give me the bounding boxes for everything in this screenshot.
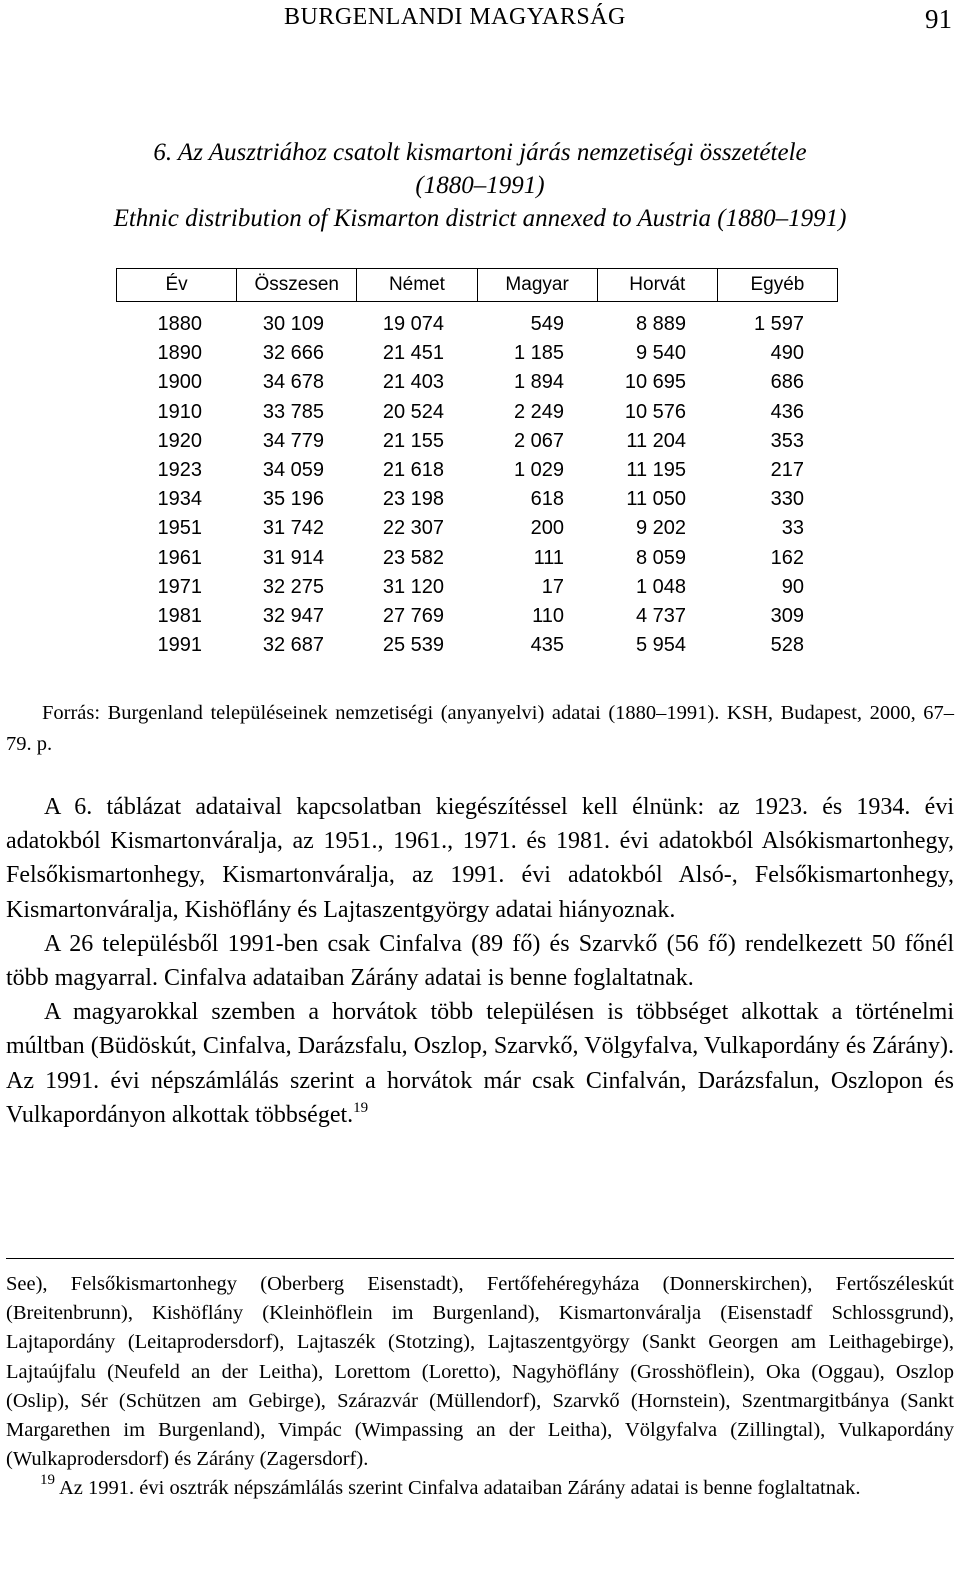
table-body bbox=[0, 311, 960, 661]
table-cell-total: 34 678 bbox=[262, 371, 324, 394]
table-row bbox=[0, 457, 960, 486]
table-row bbox=[0, 428, 960, 457]
table-cell-other: 309 bbox=[770, 604, 804, 627]
table-header-row bbox=[116, 268, 838, 302]
table-cell-german: 21 618 bbox=[382, 458, 444, 481]
table-source-note: Forrás: Burgenland településeinek nemzetiségi (anyanyelvi) adatai (1880–1991). KSH, Budapest, 2000, 67–79. p. bbox=[6, 702, 954, 755]
table-cell-year: 1991 bbox=[157, 634, 202, 657]
table-cell-other: 217 bbox=[770, 458, 804, 481]
table-cell-hungarian: 1 894 bbox=[513, 371, 564, 394]
column-header-total: Összesen bbox=[237, 269, 357, 301]
paragraph bbox=[6, 995, 954, 1132]
table-row bbox=[0, 545, 960, 574]
table-cell-total: 34 779 bbox=[262, 429, 324, 452]
table-cell-german: 21 155 bbox=[382, 429, 444, 452]
table-row bbox=[0, 515, 960, 544]
paragraph-text: A magyarokkal szemben a horvátok több településen is többséget alkottak a történelmi múltban (Büdöskút, Cinfalva, Darázsfalu, Oszlop, Szarvkő, Völgyfalva, Vulkapordány és Zárány). Az 1991. évi népszámlálás szerint a horvátok már csak Cinfalván, Darázsfalun, Oszlopon és Vulkapordányon alkottak többséget. bbox=[6, 999, 954, 1128]
footnote-text: Az 1991. évi osztrák népszámlálás szerint Cinfalva adataiban Zárány adatai is benne foglaltatnak. bbox=[55, 1477, 861, 1500]
table-cell-total: 32 947 bbox=[262, 604, 324, 627]
table-cell-year: 1910 bbox=[157, 400, 202, 423]
column-header-croatian: Horvát bbox=[598, 269, 718, 301]
table-cell-german: 20 524 bbox=[382, 400, 444, 423]
table-cell-hungarian: 110 bbox=[532, 604, 564, 627]
table-cell-total: 31 914 bbox=[262, 546, 324, 569]
page-header bbox=[0, 0, 960, 44]
table-cell-croatian: 8 889 bbox=[635, 313, 686, 335]
table-cell-total: 33 785 bbox=[262, 400, 324, 423]
column-header-hungarian: Magyar bbox=[478, 269, 598, 301]
table-cell-croatian: 10 695 bbox=[624, 371, 686, 394]
table-caption bbox=[0, 136, 960, 235]
footnote-reference[interactable]: 19 bbox=[353, 1099, 369, 1116]
table-cell-total: 35 196 bbox=[262, 488, 324, 511]
table-row bbox=[0, 311, 960, 340]
table-cell-year: 1923 bbox=[157, 458, 202, 481]
footnote-continuation: See), Felsőkismartonhegy (Oberberg Eisenstadt), Fertőfehéregyháza (Donnerskirchen), Fertőszéleskút (Breitenbrunn), Kishöflány (Kleinhöflein im Burgenland), Kismartonváralja (Eisenstadf Schlossgrund), Lajtapordány (Leitaprodersdorf), Lajtaszék (Stotzing), Lajtaszentgyörgy (Sankt Georgen am Leithagebirge), Lajtaújfalu (Neufeld an der Leitha), Lorettom (Loretto), Nagyhöflány (Grosshöflein), Oka (Oggau), Oszlop (Oslip), Sér (Schützen am Gebirge), Szárazvár (Müllendorf), Szarvkő (Hornstein), Szentmargitbánya (Sankt Margarethen im Burgenland), Vimpác (Wimpassing an der Leitha), Völgyfalva (Zillingtal), Vulkapordány (Wulkaprodersdorf) és Zárány (Zagersdorf). bbox=[6, 1273, 954, 1471]
table-cell-hungarian: 17 bbox=[541, 575, 564, 598]
table-cell-croatian: 1 048 bbox=[635, 575, 686, 598]
caption-line-hungarian: 6. Az Ausztriához csatolt kismartoni járás nemzetiségi összetétele bbox=[153, 139, 807, 166]
table-cell-year: 1971 bbox=[157, 575, 202, 598]
table-cell-year: 1981 bbox=[157, 604, 202, 627]
table-cell-other: 330 bbox=[770, 488, 804, 511]
table-cell-croatian: 4 737 bbox=[635, 604, 686, 627]
table-cell-other: 528 bbox=[770, 634, 804, 657]
footnote-marker: 19 bbox=[40, 1472, 55, 1489]
table-cell-hungarian: 2 249 bbox=[513, 400, 564, 423]
table-cell-german: 21 403 bbox=[382, 371, 444, 394]
table-row bbox=[0, 574, 960, 603]
table-row bbox=[0, 632, 960, 661]
table-cell-year: 1920 bbox=[157, 429, 202, 452]
footnotes bbox=[6, 1270, 954, 1504]
column-header-german: Német bbox=[357, 269, 477, 301]
table-cell-croatian: 9 202 bbox=[635, 517, 686, 540]
table-row bbox=[0, 603, 960, 632]
table-cell-hungarian: 618 bbox=[530, 488, 564, 511]
page-number: 91 bbox=[925, 4, 952, 34]
table-cell-other: 490 bbox=[770, 342, 804, 365]
table-cell-year: 1961 bbox=[157, 546, 202, 569]
caption-line-years: (1880–1991) bbox=[415, 172, 545, 199]
table-cell-german: 22 307 bbox=[382, 517, 444, 540]
table-cell-hungarian: 1 185 bbox=[513, 342, 564, 365]
table-cell-total: 32 275 bbox=[262, 575, 324, 598]
table-cell-total: 30 109 bbox=[262, 313, 324, 335]
table-cell-croatian: 10 576 bbox=[624, 400, 686, 423]
table-cell-year: 1934 bbox=[157, 488, 202, 511]
table-cell-hungarian: 200 bbox=[530, 517, 564, 540]
table-cell-german: 23 582 bbox=[382, 546, 444, 569]
table-cell-hungarian: 435 bbox=[530, 634, 564, 657]
table-cell-german: 31 120 bbox=[382, 575, 444, 598]
table-cell-other: 1 597 bbox=[753, 313, 804, 335]
table-cell-total: 34 059 bbox=[262, 458, 324, 481]
column-header-other: Egyéb bbox=[750, 274, 805, 295]
table-cell-hungarian: 1 029 bbox=[513, 458, 564, 481]
table-cell-total: 32 687 bbox=[262, 634, 324, 657]
body-text bbox=[6, 790, 954, 1132]
table-cell-german: 27 769 bbox=[382, 604, 444, 627]
paragraph: A 26 településből 1991-ben csak Cinfalva (89 fő) és Szarvkő (56 fő) rendelkezett 50 főnél több magyarral. Cinfalva adataiban Zárány adatai is benne foglaltatnak. bbox=[6, 930, 954, 992]
table-cell-german: 23 198 bbox=[382, 488, 444, 511]
table-cell-total: 32 666 bbox=[262, 342, 324, 365]
table-cell-year: 1890 bbox=[157, 342, 202, 365]
table-cell-croatian: 5 954 bbox=[635, 634, 686, 657]
caption-line-english: Ethnic distribution of Kismarton district annexed to Austria (1880–1991) bbox=[113, 205, 847, 232]
table-row bbox=[0, 399, 960, 428]
table-cell-year: 1900 bbox=[157, 371, 202, 394]
footnote-divider bbox=[6, 1258, 954, 1259]
table-cell-hungarian: 549 bbox=[530, 313, 564, 335]
table-cell-croatian: 11 204 bbox=[626, 429, 686, 452]
table-row bbox=[0, 486, 960, 515]
paragraph: A 6. táblázat adataival kapcsolatban kiegészítéssel kell élnünk: az 1923. és 1934. évi adatokból Kismartonváralja, az 1951., 1961., 1971. és 1981. évi adatokból Alsókismartonhegy, Felsőkismartonhegy, Kismartonváralja, az 1991. évi adatokból Alsó-, Felsőkismartonhegy, Kismartonváralja, Kishöflány és Lajtaszentgyörgy adatai hiányoznak. bbox=[6, 794, 954, 923]
table-cell-other: 436 bbox=[770, 400, 804, 423]
table-cell-other: 686 bbox=[770, 371, 804, 394]
table-cell-hungarian: 2 067 bbox=[513, 429, 564, 452]
footnote-19 bbox=[6, 1474, 954, 1503]
table-cell-year: 1880 bbox=[157, 313, 202, 335]
table-cell-year: 1951 bbox=[157, 517, 202, 540]
table-cell-croatian: 9 540 bbox=[635, 342, 686, 365]
table-cell-croatian: 11 195 bbox=[626, 458, 686, 481]
table-cell-hungarian: 111 bbox=[533, 546, 564, 569]
table-cell-other: 90 bbox=[781, 575, 804, 598]
table-cell-other: 33 bbox=[781, 517, 804, 540]
table-cell-german: 25 539 bbox=[382, 634, 444, 657]
column-header-year: Év bbox=[117, 269, 237, 301]
table-cell-croatian: 11 050 bbox=[626, 488, 686, 511]
table-row bbox=[0, 340, 960, 369]
table-cell-german: 21 451 bbox=[382, 342, 444, 365]
table-cell-german: 19 074 bbox=[382, 313, 444, 335]
table-row bbox=[0, 369, 960, 398]
table-cell-other: 162 bbox=[770, 546, 804, 569]
table-cell-croatian: 8 059 bbox=[635, 546, 686, 569]
table-cell-other: 353 bbox=[770, 429, 804, 452]
running-title: BURGENLANDI MAGYARSÁG bbox=[284, 4, 626, 30]
table-cell-total: 31 742 bbox=[262, 517, 324, 540]
